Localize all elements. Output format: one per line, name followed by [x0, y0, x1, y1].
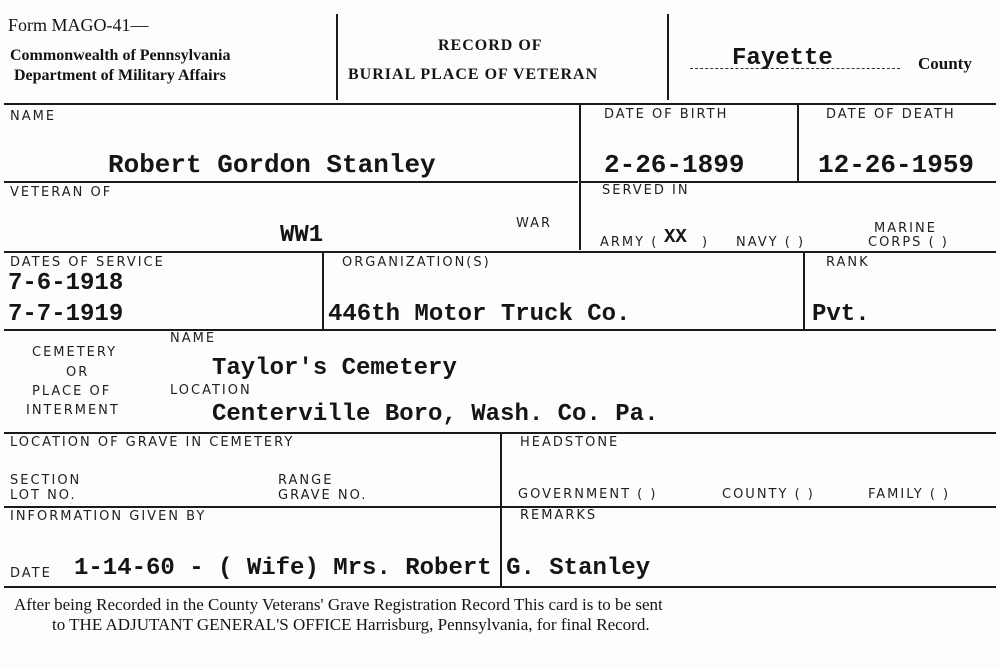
date-of-birth-value: 2-26-1899 — [604, 150, 745, 180]
county-name: Fayette — [732, 45, 833, 72]
record-title-1: RECORD OF — [438, 37, 543, 54]
dates-of-service-label: DATES OF SERVICE — [10, 255, 165, 270]
rule-above-footer — [4, 586, 996, 588]
section-label: SECTION — [10, 473, 82, 488]
date-informant-value: 1-14-60 - ( Wife) Mrs. Robert G. Stanley — [74, 555, 651, 582]
rule-under-service — [4, 329, 996, 331]
org-line-1: Commonwealth of Pennsylvania — [10, 47, 231, 64]
cemetery-name-value: Taylor's Cemetery — [212, 355, 457, 382]
army-close-paren: ) — [702, 235, 710, 250]
location-value: Centerville Boro, Wash. Co. Pa. — [212, 401, 659, 428]
divider-name-dob — [579, 105, 581, 250]
date-of-death-label: DATE OF DEATH — [826, 107, 956, 122]
war-label: WAR — [516, 216, 553, 231]
government-option: GOVERNMENT ( ) — [518, 487, 658, 502]
information-given-by-label: INFORMATION GIVEN BY — [10, 509, 207, 524]
divider-org-rank — [803, 253, 805, 330]
or-label: OR — [66, 365, 90, 380]
army-label: ARMY ( — [600, 235, 659, 250]
name-label: NAME — [10, 109, 57, 124]
cemetery-label: CEMETERY — [32, 345, 118, 360]
served-in-label: SERVED IN — [602, 183, 690, 198]
service-start-date: 7-6-1918 — [8, 270, 124, 297]
navy-label: NAVY ( ) — [736, 235, 806, 250]
interment-label: INTERMENT — [26, 403, 120, 418]
marine-label: MARINE — [874, 221, 937, 236]
corps-label: CORPS ( ) — [868, 235, 949, 250]
organization-value: 446th Motor Truck Co. — [328, 301, 631, 328]
rule-under-veteran — [4, 251, 996, 253]
rule-under-name — [4, 181, 578, 183]
rule-under-header — [4, 103, 996, 105]
lot-no-label: LOT NO. — [10, 488, 77, 503]
remarks-label: REMARKS — [520, 508, 598, 523]
rank-value: Pvt. — [812, 301, 870, 328]
divider-service-org — [322, 253, 324, 330]
record-title-2: BURIAL PLACE OF VETERAN — [348, 66, 599, 83]
range-label: RANGE — [278, 473, 334, 488]
form-number: Form MAGO-41— — [8, 15, 149, 35]
organizations-label: ORGANIZATION(S) — [342, 255, 491, 270]
date-of-death-value: 12-26-1959 — [818, 150, 975, 180]
footer-line-1: After being Recorded in the County Veterans' Grave Registration Record This card is to be sent — [14, 595, 663, 614]
location-of-grave-label: LOCATION OF GRAVE IN CEMETERY — [10, 435, 295, 450]
date-of-birth-label: DATE OF BIRTH — [604, 107, 729, 122]
divider-dob-dod — [797, 105, 799, 181]
grave-no-label: GRAVE NO. — [278, 488, 368, 503]
headstone-label: HEADSTONE — [520, 435, 620, 450]
family-option: FAMILY ( ) — [868, 487, 951, 502]
army-mark: XX — [664, 226, 687, 248]
county-label: County — [918, 54, 972, 73]
header-divider-1 — [336, 14, 338, 100]
header-divider-2 — [667, 14, 669, 100]
rule-under-grave — [4, 506, 996, 508]
org-line-2: Department of Military Affairs — [14, 67, 226, 84]
place-of-label: PLACE OF — [32, 384, 112, 399]
cemetery-name-label: NAME — [170, 331, 217, 346]
veteran-of-label: VETERAN OF — [10, 185, 113, 200]
date-label: DATE — [10, 566, 52, 581]
county-option: COUNTY ( ) — [722, 487, 815, 502]
rank-label: RANK — [826, 255, 870, 270]
footer-line-2: to THE ADJUTANT GENERAL'S OFFICE Harrisburg, Pennsylvania, for final Record. — [52, 615, 650, 634]
war-value: WW1 — [280, 222, 324, 249]
service-end-date: 7-7-1919 — [8, 301, 124, 328]
location-label: LOCATION — [170, 383, 252, 398]
veteran-name: Robert Gordon Stanley — [108, 150, 436, 180]
